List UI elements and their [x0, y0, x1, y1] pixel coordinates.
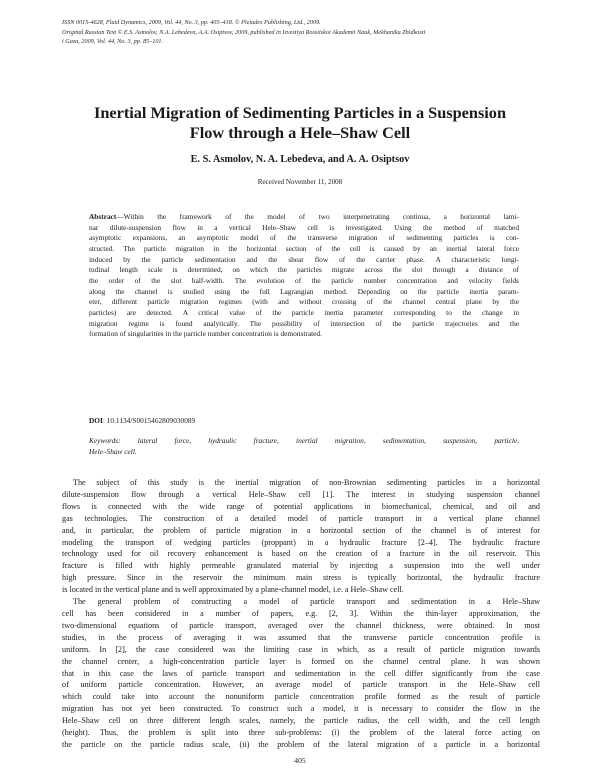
body-line: The subject of this study is the inertial migration of non-Brownian sedimenting particles in a horizontal: [73, 478, 540, 487]
abstract-line: structed. The particle migration in the horizontal section of the cell is caused by an inertial lateral force: [89, 243, 519, 253]
abstract-line: formation of singularities in the particle number concentration is demonstrated.: [89, 329, 322, 339]
keywords-line: Keywords: lateral force, hydraulic fracture, inertial migration, sedimentation, suspension, particle,: [89, 436, 519, 445]
abstract-line: induced by the particle sedimentation and the shear flow of the carrier phase. A characteristic longi-: [89, 254, 519, 264]
body-line: of uniform particle concentration. However, an average model of particle transport in the Hele–Shaw cell: [62, 680, 540, 690]
header-line-issn: ISSN 0015-4628, Fluid Dynamics, 2009, Vol. 44, No. 3, pp. 405–418. © Pleiades Publishing, Ltd., 2009.: [62, 19, 321, 26]
body-line: fracture is filled with highly permeable granulated material by injecting a suspension into the well under: [62, 561, 540, 571]
header-line-source: i Gaza, 2009, Vol. 44, No. 3, pp. 85–101.: [62, 38, 164, 46]
abstract-line: particles) are detected. A critical value of the particle inertia parameter corresponding to the change in: [89, 307, 519, 317]
abstract-line: asymptotic expansions, an asymptotic model of the transverse migration of sedimenting particles is con-: [89, 233, 519, 243]
body-line: gas technologies. The construction of a detailed model of particle transport in a vertical plane channel: [62, 513, 540, 523]
body-line: is located in the vertical plane and is well approximated by a plane-channel model, i.e. a Hele–Shaw cell.: [62, 585, 404, 595]
title-line-2: Flow through a Hele–Shaw Cell: [189, 123, 411, 142]
paper-authors: E. S. Asmolov, N. A. Lebedeva, and A. A. Osiptsov: [190, 154, 410, 165]
abstract-line: migration regime is found analytically. The possibility of intersection of the particle trajectories and the: [89, 318, 519, 328]
body-line: The general problem of constructing a model of particle transport and sedimentation in a Hele–Shaw: [73, 597, 540, 607]
body-line: modeling the transport of wedging particles (proppant) in a hydraulic fracture [2–4]. The hydraulic fracture: [62, 537, 540, 547]
body-line: which could take into account the nonuniform particle concentration profile formed as the result of particle: [62, 692, 540, 702]
body-line: dilute-suspension flow through a vertical Hele–Shaw cell [1]. The interest in studying suspension channel: [62, 489, 540, 499]
body-line: flows is connected with the wide range of potential applications in biomechanical, chemical, and oil and: [62, 501, 540, 511]
body-line: high pressure. Since in the reservoir the minimum main stress is typically horizontal, the hydraulic fracture: [62, 573, 540, 583]
header-line-original: Original Russian Text © E.S. Asmolov, N.A. Lebedeva, A.A. Osiptsov, 2009, published in Izvestiya Rossiiskoi Akademii Nauk, Mekhanika Zhidkosti: [62, 28, 426, 36]
body-line: the particle on the particle radius scale, (ii) the problem of the lateral migration of a particle in a horizontal: [62, 739, 540, 749]
abstract-label: Abstract: [89, 212, 117, 221]
keywords: [89, 435, 519, 457]
abstract-line: along the channel is studied using the full Lagrangian method. Depending on the particle inertia param-: [89, 286, 519, 296]
body-line: migration has not yet been constructed. To construct such a model, it is necessary to consider the flow in the: [62, 704, 540, 714]
body-line: Hele–Shaw cell on three different length scales, namely, the particle radius, the cell width, and the cell length: [62, 716, 540, 726]
body-line: technology used for oil recovery enhancement is based on the creation of a fracture in the oil reservoir. This: [62, 549, 540, 559]
abstract-line: eter, different particle migration regimes (with and without crossing of the channel central plane by the: [89, 297, 519, 307]
abstract-line: nar dilute-suspension flow in a vertical Hele–Shaw cell is investigated. Using the method of matched: [89, 222, 519, 232]
abstract-line: tudinal length scale is determined, on which the particles migrate across the slot through a distance of: [89, 265, 519, 275]
paper-title: [50, 103, 550, 143]
body-line: cell has been considered in a number of papers, e.g. [2, 3]. Within the thin-layer approximation, the: [62, 608, 540, 618]
abstract-first-line: —Within the framework of the model of two interpenetrating continua, a horizontal lami-: [116, 212, 519, 221]
abstract: [89, 212, 519, 340]
body-line: and, in particular, the problem of particle migration in a horizontal section of the channel is of interest for: [62, 525, 540, 535]
body-text: [62, 477, 540, 751]
abstract-line: [89, 212, 519, 223]
body-line: the channel center, a high-concentration particle layer is formed on the channel central plane. It was shown: [62, 656, 540, 666]
page-number: 405: [294, 756, 306, 765]
received-date: Received November 11, 2008: [257, 178, 343, 186]
abstract-line: the order of the slot half-width. The evolution of the particle number concentration and velocity fields: [89, 275, 519, 285]
doi-value[interactable]: : 10.1134/S0015462809030089: [102, 416, 196, 425]
doi-label: DOI: [89, 416, 103, 425]
keywords-line: Hele–Shaw cell.: [89, 447, 137, 456]
doi: [89, 416, 519, 426]
title-line-1: Inertial Migration of Sedimenting Particles in a Suspension: [93, 103, 507, 122]
journal-header: [62, 18, 540, 47]
body-line: (height). Thus, the problem is split into three sub-problems: (i) the problem of the lateral force acting on: [62, 728, 540, 738]
body-line: studies, in the process of averaging it was assumed that the transverse particle concentration profile is: [62, 632, 540, 642]
body-line: uniform. In [2], the case considered was the limiting case in which, as a result of particle migration towards: [62, 644, 540, 654]
body-line: two-dimensional equations of particle transport, averaged over the channel thickness, were obtained. In most: [62, 620, 540, 630]
body-line: that in this case the laws of particle transport and sedimentation in the cell differ significantly from the case: [62, 668, 540, 678]
